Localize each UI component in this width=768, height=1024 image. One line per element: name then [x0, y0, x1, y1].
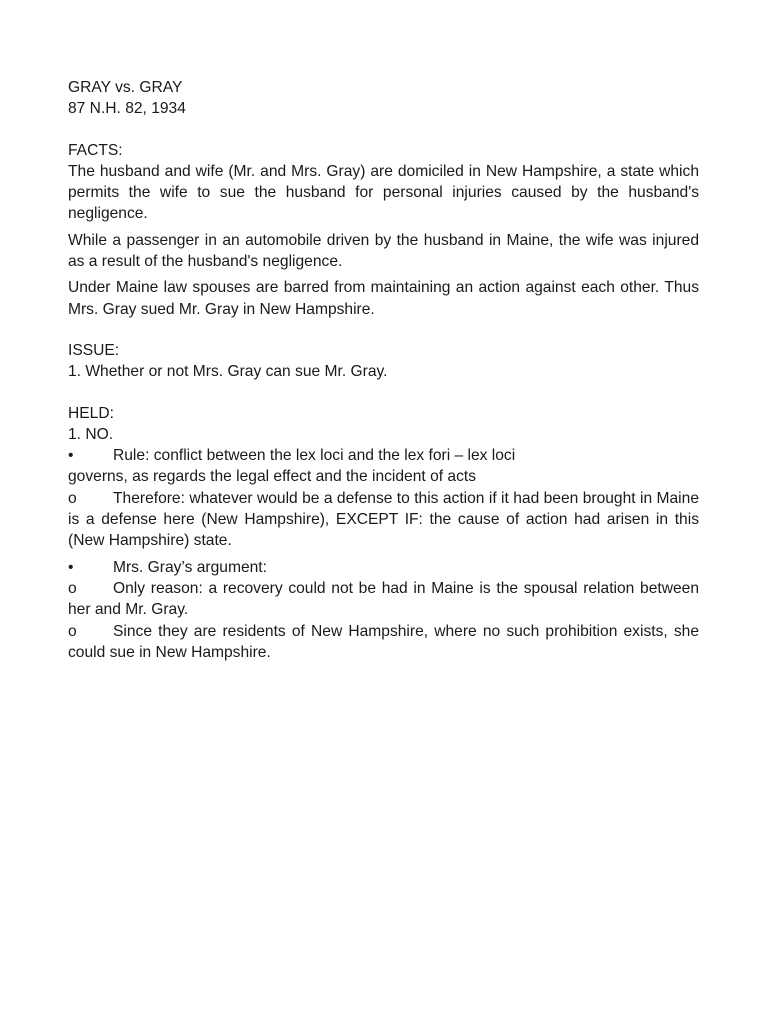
case-citation: 87 N.H. 82, 1934: [68, 100, 186, 118]
held-answer: 1. NO.: [68, 425, 114, 443]
facts-heading: FACTS:: [68, 141, 123, 159]
therefore-item: [68, 488, 699, 552]
sub-bullet-marker: o: [68, 622, 77, 640]
argument-point: [68, 578, 699, 621]
rule-text: Rule: conflict between the lex loci and the lex fori – lex loci: [113, 447, 516, 465]
therefore-text: Therefore: whatever would be a defense to this action if it had been brought in Maine is a defense here (New Hampshire), EXCEPT IF: the cause of action had arisen in this (New Hampshire) state.: [68, 489, 699, 550]
bullet-marker: •: [68, 447, 74, 465]
argument-bullet: [68, 557, 699, 578]
issue-item: 1. Whether or not Mrs. Gray can sue Mr. Gray.: [68, 363, 388, 381]
sub-bullet-marker: o: [68, 579, 77, 597]
document-page: [68, 77, 699, 663]
argument-point-text: Only reason: a recovery could not be had in Maine is the spousal relation between her and Mr. Gray.: [68, 579, 699, 619]
argument-point-text: Since they are residents of New Hampshire, where no such prohibition exists, she could sue in New Hampshire.: [68, 622, 699, 661]
facts-paragraph: The husband and wife (Mr. and Mrs. Gray) are domiciled in New Hampshire, a state which permits the wife to sue the husband for personal injuries caused by the husband's negligence.: [68, 162, 699, 223]
rule-bullet: [68, 445, 699, 466]
rule-continuation: governs, as regards the legal effect and the incident of acts: [68, 468, 477, 486]
argument-point: [68, 621, 699, 664]
issue-heading: ISSUE:: [68, 341, 120, 359]
bullet-marker: •: [68, 558, 74, 576]
sub-bullet-marker: o: [68, 489, 77, 507]
facts-paragraph: Under Maine law spouses are barred from maintaining an action against each other. Thus Mrs. Gray sued Mr. Gray in New Hampshire.: [68, 279, 699, 318]
facts-paragraph: While a passenger in an automobile driven by the husband in Maine, the wife was injured as a result of the husband's negligence.: [68, 231, 699, 271]
held-heading: HELD:: [68, 404, 114, 422]
case-title: GRAY vs. GRAY: [68, 79, 183, 96]
argument-heading: Mrs. Gray’s argument:: [113, 558, 267, 576]
